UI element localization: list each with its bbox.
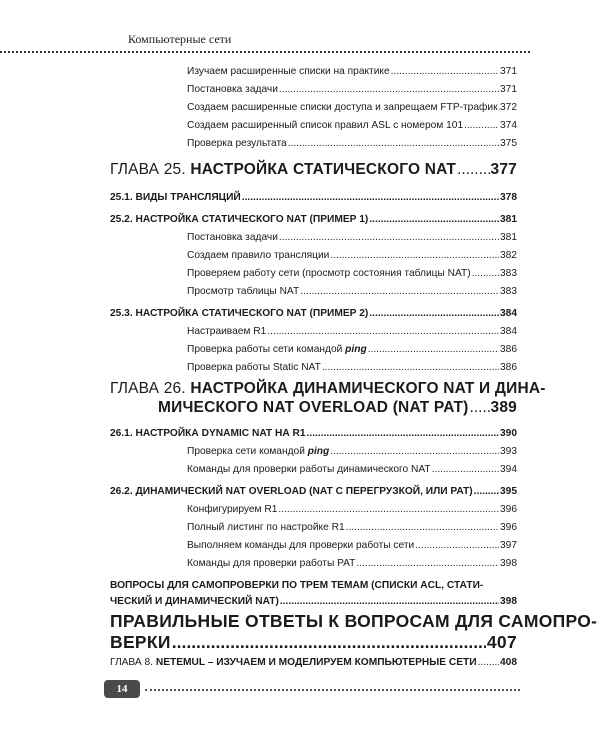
section-26-2[interactable]: 26.2. ДИНАМИЧЕСКИЙ NAT OVERLOAD (NAT С ПЕРЕГРУЗКОЙ, ИЛИ PAT) ..... 395 [110, 486, 517, 497]
section-25-1[interactable]: 25.1. ВИДЫ ТРАНСЛЯЦИЙ ..... 378 [110, 192, 517, 203]
review-questions-heading[interactable]: ВОПРОСЫ ДЛЯ САМОПРОВЕРКИ ПО ТРЕМ ТЕМАМ (СПИСКИ ACL, СТАТИ- [110, 580, 484, 591]
answers-heading-cont[interactable]: ВЕРКИ ..... 407 [110, 632, 517, 653]
section-25-2[interactable]: 25.2. НАСТРОЙКА СТАТИЧЕСКОГО NAT (ПРИМЕР 1) ..... 381 [110, 214, 517, 225]
toc-entry[interactable]: Постановка задачи ..... 381 [187, 232, 517, 243]
toc-entry[interactable]: Полный листинг по настройке R1 ..... 396 [187, 522, 517, 533]
section-26-1[interactable]: 26.1. НАСТРОЙКА DYNAMIC NAT НА R1 ..... 390 [110, 428, 517, 439]
toc-entry[interactable]: Выполняем команды для проверки работы сети ..... 397 [187, 540, 517, 551]
chapter-26-heading-cont[interactable]: МИЧЕСКОГО NAT OVERLOAD (NAT PAT) ..... 389 [158, 399, 517, 417]
chapter-25-heading[interactable]: ГЛАВА 25. НАСТРОЙКА СТАТИЧЕСКОГО NAT ..... 377 [110, 161, 517, 179]
toc-entry[interactable]: Проверяем работу сети (просмотр состояния таблицы NAT) ..... 383 [187, 268, 517, 279]
chapter-8-heading[interactable]: ГЛАВА 8. NETEMUL – ИЗУЧАЕМ И МОДЕЛИРУЕМ КОМПЬЮТЕРНЫЕ СЕТИ ..... 408 [110, 657, 517, 668]
toc-entry[interactable]: Проверка результата ..... 375 [187, 138, 517, 149]
toc-entry[interactable]: Создаем расширенные списки доступа и запрещаем FTP-трафик ..... 372 [187, 102, 517, 113]
toc-entry[interactable]: Проверка работы сети командой ping ..... 386 [187, 344, 517, 355]
section-25-3[interactable]: 25.3. НАСТРОЙКА СТАТИЧЕСКОГО NAT (ПРИМЕР 2) ..... 384 [110, 308, 517, 319]
toc-entry[interactable]: Проверка сети командой ping ..... 393 [187, 446, 517, 457]
answers-heading[interactable]: ПРАВИЛЬНЫЕ ОТВЕТЫ К ВОПРОСАМ ДЛЯ САМОПРО- [110, 611, 598, 631]
page-number-badge: 14 [104, 680, 140, 698]
toc-entry[interactable]: Настраиваем R1 ..... 384 [187, 326, 517, 337]
footer-divider [145, 689, 520, 691]
toc-entry[interactable]: Создаем расширенный список правил ASL с номером 101 ..... 374 [187, 120, 517, 131]
toc-entry[interactable]: Конфигурируем R1 ..... 396 [187, 504, 517, 515]
toc-entry[interactable]: Создаем правило трансляции ..... 382 [187, 250, 517, 261]
running-header: Компьютерные сети [128, 32, 232, 46]
toc-entry[interactable]: Постановка задачи ..... 371 [187, 84, 517, 95]
toc-entry[interactable]: Команды для проверки работы PAT ..... 398 [187, 558, 517, 569]
toc-entry[interactable]: Изучаем расширенные списки на практике ..... 371 [187, 66, 517, 77]
review-questions-heading-cont[interactable]: ЧЕСКИЙ И ДИНАМИЧЕСКИЙ NAT) ..... 398 [110, 596, 517, 607]
toc-entry[interactable]: Проверка работы Static NAT ..... 386 [187, 362, 517, 373]
chapter-26-heading[interactable]: ГЛАВА 26. НАСТРОЙКА ДИНАМИЧЕСКОГО NAT И ДИНА- [110, 380, 546, 397]
toc-entry[interactable]: Просмотр таблицы NAT ..... 383 [187, 286, 517, 297]
toc-entry[interactable]: Команды для проверки работы динамического NAT ..... 394 [187, 464, 517, 475]
